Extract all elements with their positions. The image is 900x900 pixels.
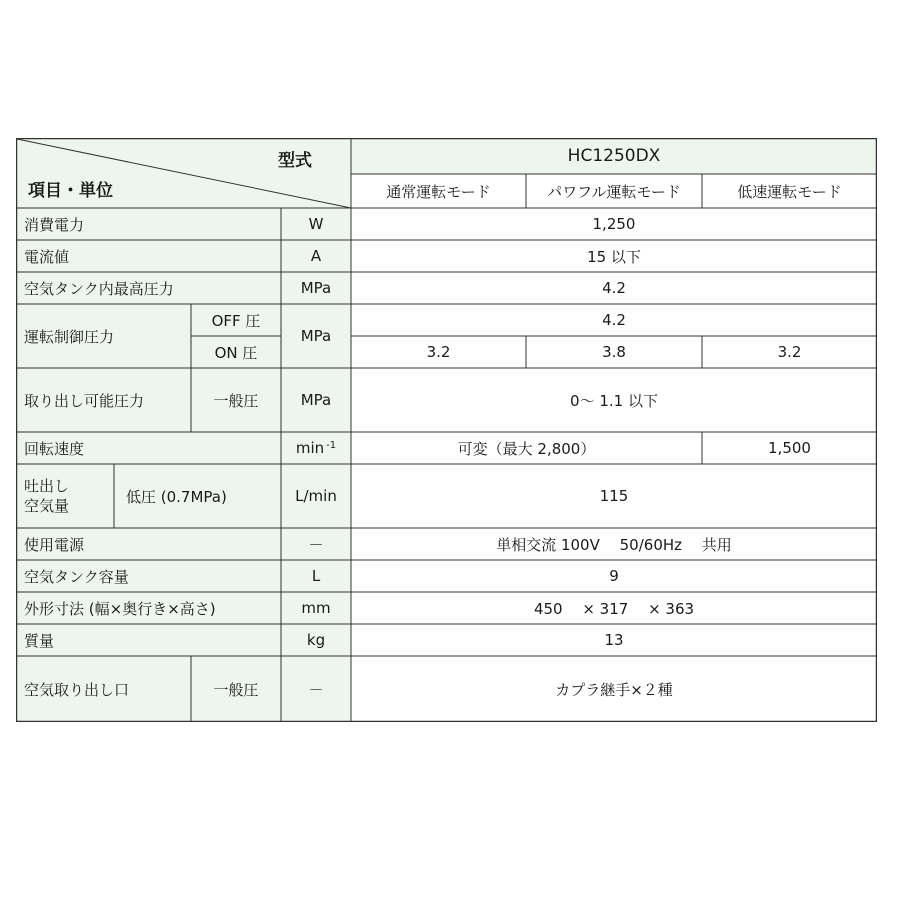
control-pressure-on-powerful: 3.8 bbox=[526, 336, 702, 368]
rotation-unit: min bbox=[295, 439, 325, 457]
discharge-value: 115 bbox=[351, 464, 877, 528]
mass-label: 質量 bbox=[16, 624, 281, 656]
tank-pressure-unit: MPa bbox=[281, 272, 351, 304]
rotation-low-value: 1,500 bbox=[702, 432, 877, 464]
dimensions-value: 450 × 317 × 363 bbox=[351, 592, 877, 624]
outlet-pressure-sub: 一般圧 bbox=[191, 368, 281, 432]
table-border bbox=[17, 139, 877, 722]
mass-value: 13 bbox=[351, 624, 877, 656]
mode-normal: 通常運転モード bbox=[351, 174, 526, 208]
header-diagonal bbox=[17, 139, 351, 208]
mass-unit: kg bbox=[281, 624, 351, 656]
air-outlet-value: カプラ継手×２種 bbox=[351, 656, 877, 722]
outlet-pressure-label: 取り出し可能圧力 bbox=[16, 368, 191, 432]
current-unit: A bbox=[281, 240, 351, 272]
mode-low-speed: 低速運転モード bbox=[702, 174, 877, 208]
control-pressure-label: 運転制御圧力 bbox=[16, 304, 191, 368]
outlet-pressure-unit: MPa bbox=[281, 368, 351, 432]
control-pressure-off-value: 4.2 bbox=[351, 304, 877, 336]
outlet-pressure-value: 0～ 1.1 以下 bbox=[351, 368, 877, 432]
air-outlet-label: 空気取り出し口 bbox=[16, 656, 191, 722]
dimensions-label: 外形寸法 (幅×奥行き×高さ) bbox=[16, 592, 281, 624]
power-source-value: 単相交流 100V 50/60Hz 共用 bbox=[351, 528, 877, 560]
power-source-unit: － bbox=[281, 528, 351, 560]
power-unit: W bbox=[281, 208, 351, 240]
discharge-label: 吐出し空気量 bbox=[16, 464, 114, 528]
tank-pressure-value: 4.2 bbox=[351, 272, 877, 304]
spec-table bbox=[16, 138, 877, 722]
control-pressure-on-label: ON 圧 bbox=[191, 336, 281, 368]
dimensions-unit: mm bbox=[281, 592, 351, 624]
air-outlet-unit: － bbox=[281, 656, 351, 722]
discharge-sub: 低圧 (0.7MPa) bbox=[114, 464, 281, 528]
mode-powerful: パワフル運転モード bbox=[526, 174, 702, 208]
power-source-label: 使用電源 bbox=[16, 528, 281, 560]
tank-capacity-label: 空気タンク容量 bbox=[16, 560, 281, 592]
current-label: 電流値 bbox=[16, 240, 281, 272]
air-outlet-sub: 一般圧 bbox=[191, 656, 281, 722]
rotation-label: 回転速度 bbox=[16, 432, 281, 464]
rotation-variable-value: 可変（最大 2,800） bbox=[351, 432, 702, 464]
current-value: 15 以下 bbox=[351, 240, 877, 272]
control-pressure-on-low: 3.2 bbox=[702, 336, 877, 368]
model-label: 型式 bbox=[278, 150, 312, 170]
model-name: HC1250DX bbox=[351, 138, 877, 174]
tank-capacity-value: 9 bbox=[351, 560, 877, 592]
rotation-unit-sup: -1 bbox=[326, 439, 337, 451]
control-pressure-on-normal: 3.2 bbox=[351, 336, 526, 368]
discharge-unit: L/min bbox=[281, 464, 351, 528]
power-value: 1,250 bbox=[351, 208, 877, 240]
power-label: 消費電力 bbox=[16, 208, 281, 240]
tank-pressure-label: 空気タンク内最高圧力 bbox=[16, 272, 281, 304]
table-grid bbox=[16, 138, 877, 722]
item-unit-label: 項目・単位 bbox=[28, 180, 113, 200]
control-pressure-off-label: OFF 圧 bbox=[191, 304, 281, 336]
tank-capacity-unit: L bbox=[281, 560, 351, 592]
control-pressure-unit: MPa bbox=[281, 304, 351, 368]
